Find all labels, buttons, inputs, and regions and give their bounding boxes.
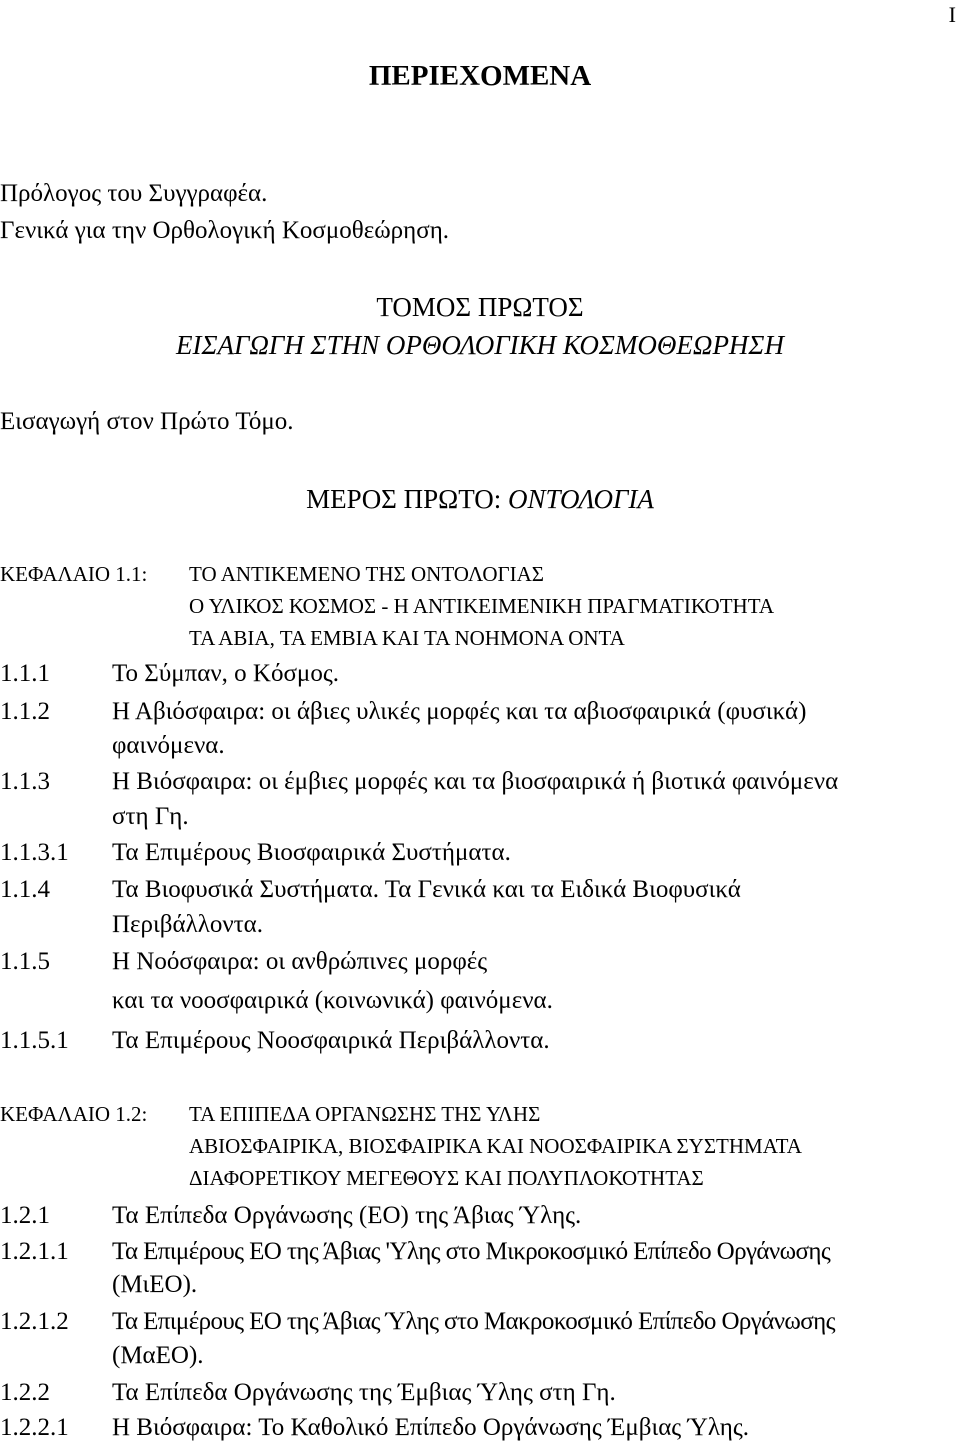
- toc-entry-number: 1.2.2.1: [0, 1414, 69, 1441]
- toc-entry-title[interactable]: Τα Επίπεδα Οργάνωσης της Έμβιας Ύλης στη Γη.: [112, 1379, 616, 1406]
- toc-entry-number: 1.1.3.1: [0, 839, 69, 866]
- toc-entry-title[interactable]: Η Νοόσφαιρα: οι ανθρώπινες μορφές: [112, 948, 488, 975]
- toc-entry-number: 1.2.1: [0, 1202, 50, 1229]
- toc-entry-number: 1.1.1: [0, 660, 50, 687]
- chapter-heading-line: ΤΑ ΑΒΙΑ, ΤΑ ΕΜΒΙΑ ΚΑΙ ΤΑ ΝΟΗΜΟΝΑ ΟΝΤΑ: [189, 626, 625, 650]
- toc-entry-title[interactable]: Η Βιόσφαιρα: Το Καθολικό Επίπεδο Οργάνωσης Έμβιας Ύλης.: [112, 1414, 749, 1441]
- toc-entry-preface[interactable]: Πρόλογος του Συγγραφέα.: [0, 180, 268, 207]
- toc-entry-general[interactable]: Γενικά για την Ορθολογική Κοσμοθεώρηση.: [0, 217, 450, 244]
- toc-entry-title-cont[interactable]: και τα νοοσφαιρικά (κοινωνικά) φαινόμενα.: [112, 987, 553, 1014]
- part-name: ΟΝΤΟΛΟΓΙΑ: [508, 484, 654, 514]
- toc-entry-title[interactable]: Η Αβιόσφαιρα: οι άβιες υλικές μορφές και τα αβιοσφαιρικά (φυσικά): [112, 698, 807, 725]
- chapter-heading-line: Ο ΥΛΙΚΟΣ ΚΟΣΜΟΣ - Η ΑΝΤΙΚΕΙΜΕΝΙΚΗ ΠΡΑΓΜΑΤΙΚΟΤΗΤΑ: [189, 594, 775, 618]
- toc-entry-title[interactable]: Τα Επιμέρους ΕΟ της Άβιας Ύλης στο Μακροκοσμικό Επίπεδο Οργάνωσης: [112, 1308, 835, 1335]
- toc-entry-title[interactable]: Η Βιόσφαιρα: οι έμβιες μορφές και τα βιοσφαιρικά ή βιοτικά φαινόμενα: [112, 768, 839, 795]
- chapter-label: ΚΕΦΑΛΑΙΟ 1.1:: [0, 562, 148, 586]
- chapter-heading-line: ΔΙΑΦΟΡΕΤΙΚΟΥ ΜΕΓΕΘΟΥΣ ΚΑΙ ΠΟΛΥΠΛΟΚΟΤΗΤΑΣ: [189, 1166, 704, 1190]
- toc-entry-title[interactable]: Τα Επίπεδα Οργάνωσης (ΕΟ) της Άβιας Ύλης.: [112, 1202, 582, 1229]
- toc-entry-number: 1.1.3: [0, 768, 50, 795]
- toc-entry-number: 1.1.2: [0, 698, 50, 725]
- toc-entry-number: 1.2.1.2: [0, 1308, 69, 1335]
- toc-entry-title-cont[interactable]: φαινόμενα.: [112, 732, 225, 759]
- toc-entry-title[interactable]: Τα Επιμέρους Βιοσφαιρικά Συστήματα.: [112, 839, 511, 866]
- part-heading: [0, 484, 960, 515]
- toc-entry-title-cont[interactable]: Περιβάλλοντα.: [112, 911, 264, 938]
- chapter-heading-line: ΤΟ ΑΝΤΙΚΕΜΕΝΟ ΤΗΣ ΟΝΤΟΛΟΓΙΑΣ: [189, 562, 545, 586]
- toc-entry-title-cont[interactable]: (ΜαΕΟ).: [112, 1342, 204, 1369]
- page-title: ΠΕΡΙΕΧΟΜΕΝΑ: [368, 60, 592, 92]
- chapter-heading-line: ΤΑ ΕΠΙΠΕΔΑ ΟΡΓΑΝΩΣΗΣ ΤΗΣ ΥΛΗΣ: [189, 1102, 541, 1126]
- toc-entry-title[interactable]: Τα Επιμέρους ΕΟ της Άβιας 'Υλης στο Μικροκοσμικό Επίπεδο Οργάνωσης: [112, 1238, 831, 1265]
- toc-entry-title[interactable]: Τα Βιοφυσικά Συστήματα. Τα Γενικά και τα Ειδικά Βιοφυσικά: [112, 876, 741, 903]
- chapter-label: ΚΕΦΑΛΑΙΟ 1.2:: [0, 1102, 148, 1126]
- part-label: ΜΕΡΟΣ ΠΡΩΤΟ:: [306, 484, 502, 514]
- page-number: I: [948, 2, 956, 27]
- chapter-heading-line: ΑΒΙΟΣΦΑΙΡΙΚΑ, ΒΙΟΣΦΑΙΡΙΚΑ ΚΑΙ ΝΟΟΣΦΑΙΡΙΚΑ ΣΥΣΤΗΜΑΤΑ: [189, 1134, 802, 1158]
- toc-entry-title[interactable]: Το Σύμπαν, ο Κόσμος.: [112, 660, 339, 687]
- toc-entry-title[interactable]: Τα Επιμέρους Νοοσφαιρικά Περιβάλλοντα.: [112, 1027, 550, 1054]
- volume-subtitle: ΕΙΣΑΓΩΓΗ ΣΤΗΝ ΟΡΘΟΛΟΓΙΚΗ ΚΟΣΜΟΘΕΩΡΗΣΗ: [176, 330, 784, 360]
- toc-entry-number: 1.1.4: [0, 876, 50, 903]
- toc-entry-number: 1.2.1.1: [0, 1238, 69, 1265]
- toc-entry-title-cont[interactable]: (ΜιΕΟ).: [112, 1271, 198, 1298]
- volume-label: ΤΟΜΟΣ ΠΡΩΤΟΣ: [376, 292, 584, 322]
- toc-entry-intro[interactable]: Εισαγωγή στον Πρώτο Τόμο.: [0, 408, 294, 435]
- toc-entry-number: 1.2.2: [0, 1379, 50, 1406]
- toc-entry-title-cont[interactable]: στη Γη.: [112, 803, 189, 830]
- toc-entry-number: 1.1.5: [0, 948, 50, 975]
- toc-entry-number: 1.1.5.1: [0, 1027, 69, 1054]
